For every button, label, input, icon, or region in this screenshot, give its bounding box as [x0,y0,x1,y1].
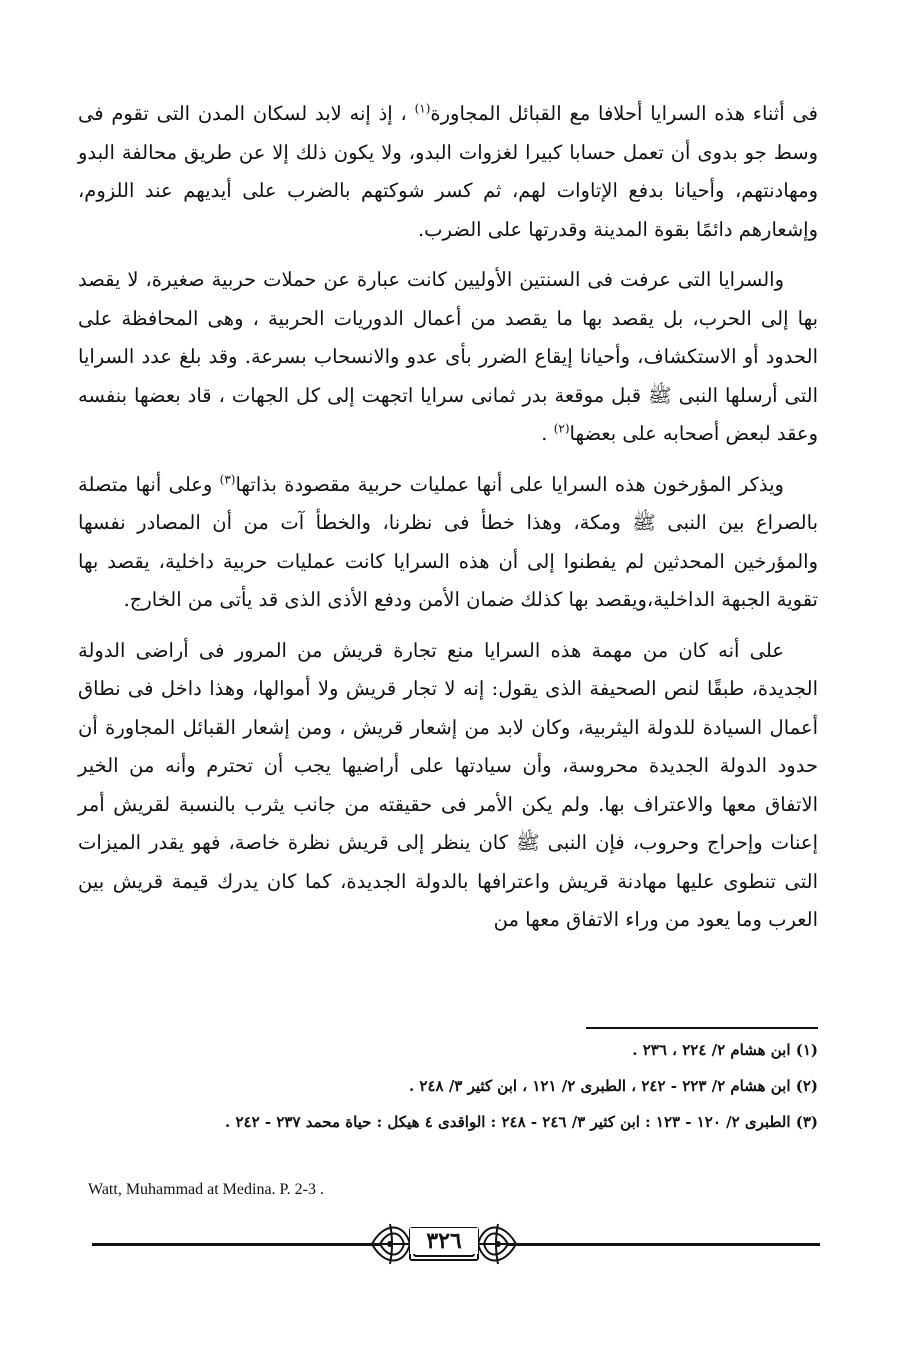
footnote-2: (٢) ابن هشام ٢/ ٢٢٣ - ٢٤٢ ، الطبرى ٢/ ١٢١ ، ابن كثير ٣/ ٢٤٨ . [408,1077,818,1095]
paragraph-2: والسرايا التى عرفت فى السنتين الأوليين كانت عبارة عن حملات حربية صغيرة، لا يقصد بها إلى الحرب، بل يقصد بها ما يقصد من أعمال الدوريات الحربية ، وهى المحافظة على الحدود أو الاستكشاف، وأحيانا إيقاع الضرر بأى عدو والانسحاب بسرعة. وقد بلغ عدد السرايا التى أرسلها النبى ﷺ قبل موقعة بدر ثمانى سرايا اتجهت إلى كل الجهات ، قاد بعضها بنفسه وعقد لبعض أصحابه على بعضها$^{(٢)}$ . [78,268,818,445]
footnote-separator [586,1027,818,1029]
page-number: ٣٢٦ [410,1228,478,1254]
footnote-3: (٣) الطبرى ٢/ ١٢٠ - ١٢٣ : ابن كثير ٣/ ٢٤٦ - ٢٤٨ : الواقدى ٤ هيكل : حياة محمد ٢٣٧ - ٢٤٢ . [225,1113,818,1131]
footnote-1: (١) ابن هشام ٢/ ٢٢٤ ، ٢٣٦ . [632,1041,818,1059]
main-text [78,95,818,952]
bottom-rule-left [92,1243,380,1246]
footnotes [86,1040,818,1148]
footnote-ref-2: (٢) [553,421,570,436]
latin-reference: Watt, Muhammad at Medina. P. 2-3 . [88,1181,325,1198]
paragraph-3: ويذكر المؤرخون هذه السرايا على أنها عمليات حربية مقصودة بذاتها$^{(٣)}$ وعلى أنها متصلة بالصراع بين النبى ﷺ ومكة، وهذا خطأ فى نظرنا، والخطأ آت من أن المصادر نفسها والمؤرخين المحدثين لم يفطنوا إلى أن هذه السرايا كانت عمليات حربية داخلية، يقصد بها تقوية الجبهة الداخلية،ويقصد بها كذلك ضمان الأمن ودفع الأذى الذى قد يأتى من الخارج. [78,472,818,611]
footnote-ref-3: (٣) [219,472,236,486]
bottom-rule-right [508,1243,820,1246]
paragraph-1: فى أثناء هذه السرايا أحلافا مع القبائل المجاورة$^{(١)}$ ، إذ إنه لابد لسكان المدن التى تقوم فى وسط جو بدوى أن تعمل حسابا كبيرا لغزوات البدو، ولا يكون ذلك إلا عن طريق محالفة البدو ومهادنتهم، وأحيانا بدفع الإتاوات لهم، ثم كسر شوكتهم بالضرب على أيديهم عند اللزوم، وإشعارهم دائمًا بقوة المدينة وقدرتها على الضرب. [78,101,818,241]
paragraph-4: على أنه كان من مهمة هذه السرايا منع تجارة قريش من المرور فى أراضى الدولة الجديدة، طبقًا لنص الصحيفة الذى يقول: إنه لا تجار قريش ولا أموالها، وهذا داخل فى نطاق أعمال السيادة للدولة اليثربية، وكان لابد من إشعار قريش ، ومن إشعار القبائل المجاورة أن حدود الدولة الجديدة محروسة، وأن سيادتها على أراضيها يجب أن تحترم وأنه من الخير الاتفاق معها والاعتراف بها. ولم يكن الأمر فى حقيقته من جانب يثرب بالنسبة لقريش أمر إعنات وإحراج وحروب، فإن النبى ﷺ كان ينظر إلى قريش نظرة خاصة، فهو يقدر الميزات التى تنطوى عليها مهادنة قريش واعترافها بالدولة الجديدة، كما كان يدرك قيمة قريش بين العرب وما يعود من وراء الاتفاق معها من [78,638,818,931]
footnote-ref-1: (١) [414,101,431,116]
